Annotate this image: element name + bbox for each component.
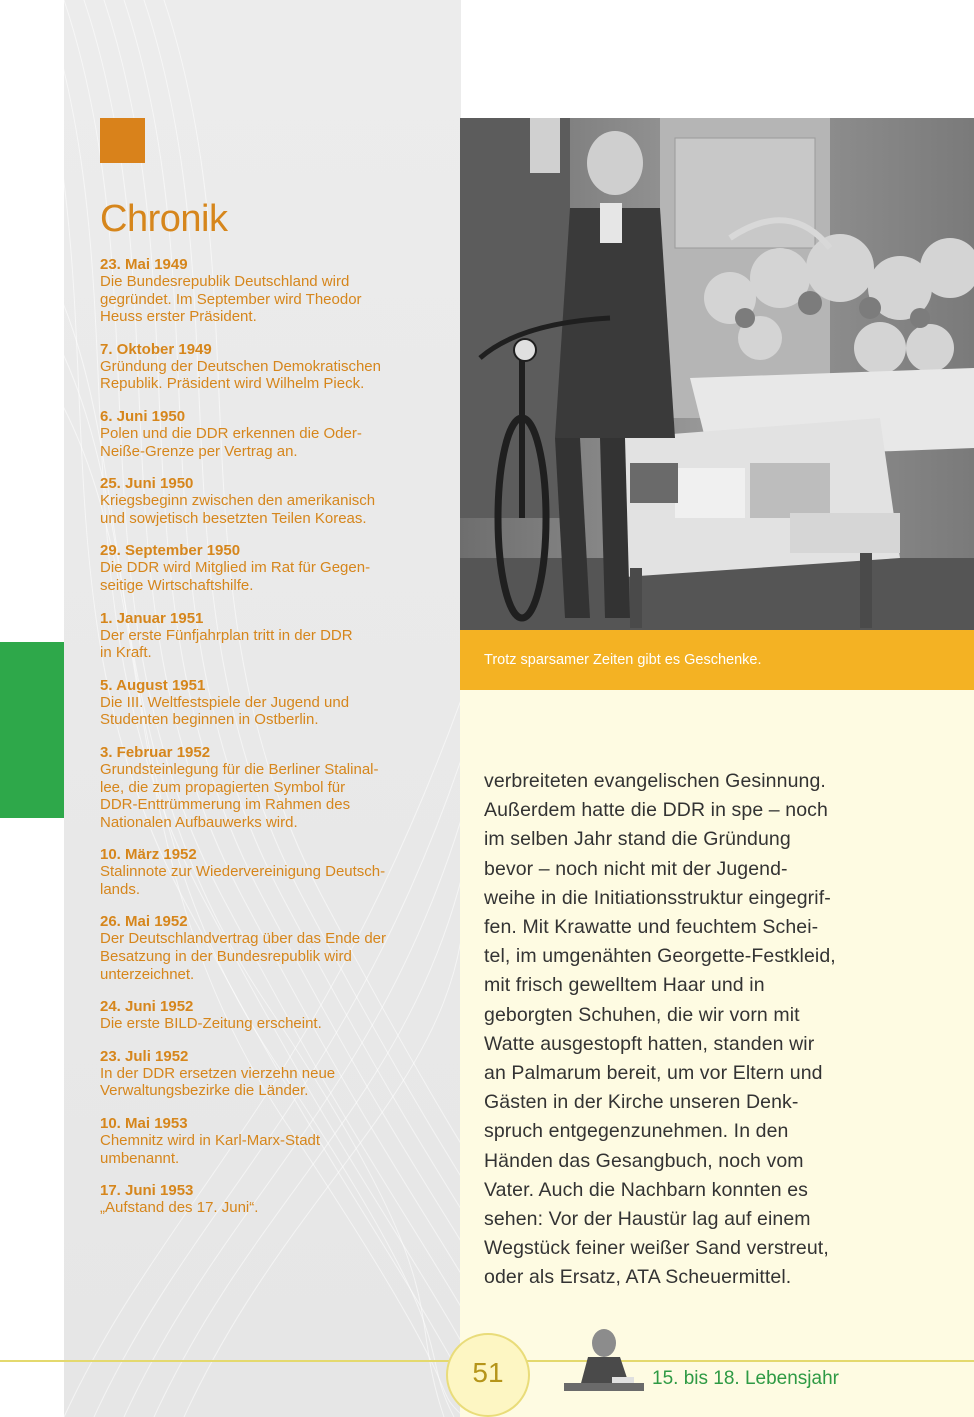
entry-text: „Aufstand des 17. Juni“. [100,1199,259,1217]
section-color-tab [0,642,64,818]
chronik-title: Chronik [100,198,228,240]
chronik-entry [100,542,430,594]
entry-date: 23. Mai 1949 [100,256,188,273]
entry-date: 29. September 1950 [100,542,241,560]
chronik-entry [100,610,430,662]
entry-text: Polen und die DDR erkennen die Oder- Neiße-Grenze per Vertrag an. [100,424,362,460]
section-label: 15. bis 18. Lebensjahr [652,1368,839,1389]
photo-caption-bar [460,630,974,690]
entry-date: 1. Januar 1951 [100,609,204,627]
entry-text: Kriegsbeginn zwischen den amerikanisch und sowjetisch besetzten Teilen Koreas. [100,492,376,527]
entry-text: Der erste Fünfjahrplan tritt in der DDR in Kraft. [100,626,353,662]
entry-date: 25. Juni 1950 [100,475,194,493]
entry-text: Der Deutschlandvertrag über das Ende der Besatzung in der Bundesrepublik wird unterzeichnet. [100,930,386,983]
chronik-entry [100,744,430,831]
entry-text: Die erste BILD-Zeitung erscheint. [100,1015,322,1033]
entry-date: 26. Mai 1952 [100,913,188,931]
chronik-entry [100,998,430,1033]
chronik-entry [100,408,430,460]
chronik-entry [100,256,430,326]
entry-text: In der DDR ersetzen vierzehn neue Verwaltungsbezirke die Länder. [100,1064,336,1100]
chronik-entry [100,677,430,729]
chronik-entry [100,1182,430,1217]
entry-text: Die Bundesrepublik Deutschland wird gegründet. Im September wird Theodor Heuss erster Präsident. [100,273,362,326]
chronik-entry [100,1115,430,1167]
entry-date: 5. August 1951 [100,676,206,694]
chronik-entry [100,475,430,527]
entry-text: Die DDR wird Mitglied im Rat für Gegen- seitige Wirtschaftshilfe. [100,559,371,594]
entry-text: Gründung der Deutschen Demokratischen Republik. Präsident wird Wilhelm Pieck. [100,357,381,393]
photo-caption: Trotz sparsamer Zeiten gibt es Geschenke. [484,652,762,668]
entry-text: Stalinnote zur Wiedervereinigung Deutsch- lands. [100,863,386,898]
entry-date: 23. Juli 1952 [100,1047,189,1065]
entry-text: Chemnitz wird in Karl-Marx-Stadt umbenannt. [100,1132,321,1167]
page-number-badge [446,1333,530,1417]
chronik-marker-square [100,118,145,163]
child-writing-icon [560,1325,648,1400]
entry-date: 6. Juni 1950 [100,407,186,425]
historic-photo [460,118,974,630]
chronik-entry [100,846,430,898]
entry-text: Die III. Weltfestspiele der Jugend und Studenten beginnen in Ostberlin. [100,693,350,729]
chronik-entry [100,341,430,393]
entry-date: 24. Juni 1952 [100,998,194,1016]
entry-date: 3. Februar 1952 [100,743,211,761]
chronik-list [100,256,430,1232]
entry-date: 17. Juni 1953 [100,1182,194,1200]
photo-illustration [460,118,974,630]
chronik-entry [100,913,430,983]
body-text: verbreiteten evangelischen Gesinnung. Außerdem hatte die DDR in spe – noch im selben Jahr stand die Gründung bevor – noch nicht mit der Jugend- weihe in die Initiationsstruktur eingegrif- fen. Mit Krawatte und feuchtem Schei- tel, im umgenähten Georgette-Festkleid, mit frisch gewelltem Haar und in geborgten Schuhen, die wir vorn mit Watte ausgestopft hatten, standen wir an Palmarum bereit, um vor Eltern und Gästen in der Kirche unseren Denk- spruch entgegenzunehmen. In den Händen das Gesangbuch, noch vom Vater. Auch die Nachbarn konnten es sehen: Vor der Haustür lag auf einem Wegstück feiner weißer Sand verstreut, oder als Ersatz, ATA Scheuermittel. [484,770,836,1289]
entry-date: 10. März 1952 [100,846,197,864]
page-number: 51 [472,1357,504,1388]
entry-date: 10. Mai 1953 [100,1115,188,1133]
chronik-entry [100,1048,430,1100]
entry-text: Grundsteinlegung für die Berliner Stalinal- lee, die zum propagierten Symbol für DDR-Enttrümmerung im Rahmen des Nationalen Aufbauwerks wird. [100,760,379,831]
entry-date: 7. Oktober 1949 [100,340,212,358]
